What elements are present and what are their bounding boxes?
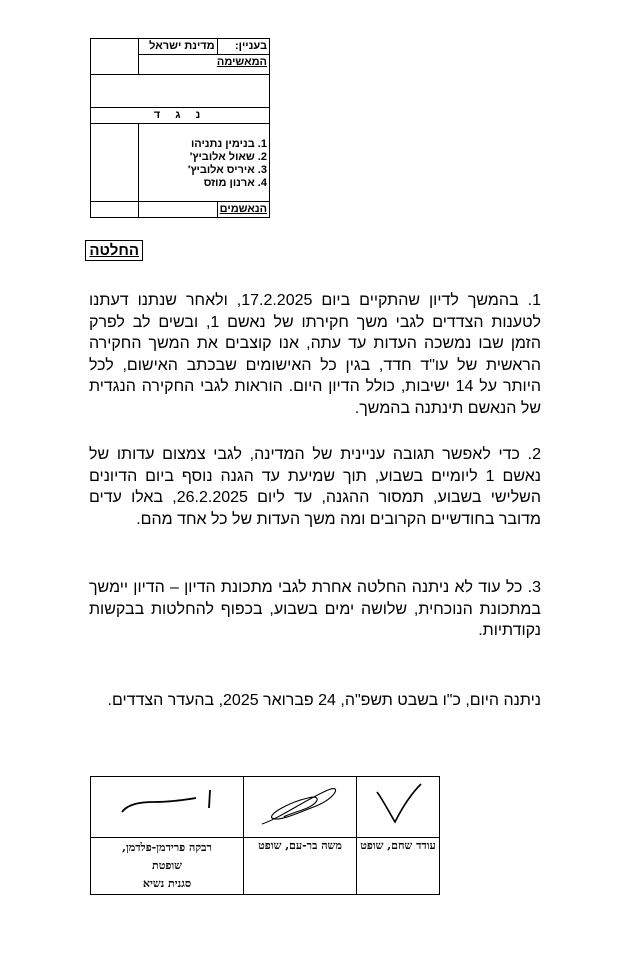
given-date-line: ניתנה היום, כ"ו בשבט תשפ"ה, 24 פברואר 2025, בהעדר הצדדים. bbox=[107, 692, 541, 709]
versus-label: נ ג ד bbox=[91, 108, 270, 124]
in-re-label: בעניין: bbox=[217, 39, 269, 55]
parties-empty-cell bbox=[91, 39, 139, 75]
defendant-1: 1. בנימין נתניהו bbox=[190, 138, 267, 150]
decision-paragraph-3: 3. כל עוד לא ניתנה החלטה אחרת לגבי מתכונת הדיון – הדיון יימשך במתכונת הנוכחית, שלושה ימים בשבוע, בכפוף להחלטות בבקשות נקודתיות. bbox=[89, 579, 541, 639]
plaintiff-role: המאשימה bbox=[139, 55, 270, 75]
decision-paragraph-2: 2. כדי לאפשר תגובה עניינית של המדינה, לגבי צמצום עדותו של נאשם 1 ליומיים בשבוע, תוך שמיעת עד הגנה נוסף ביום הדיונים השלישי בשבוע, תמסור ההגנה, עד ליום 26.2.2025, באלו עדים מדובר בחודשיים הקרובים ומה משך העדות של כל אחד מהם. bbox=[89, 446, 541, 528]
parties-table bbox=[90, 38, 270, 218]
signature-2-graphic bbox=[250, 778, 350, 834]
signature-3 bbox=[91, 777, 244, 838]
signatures-table bbox=[90, 776, 440, 895]
defendant-3: 3. איריס אלוביץ' bbox=[187, 164, 267, 176]
signature-3-graphic bbox=[92, 778, 242, 834]
defendants-role: הנאשמים bbox=[217, 202, 269, 218]
defendant-2: 2. שאול אלוביץ' bbox=[189, 151, 267, 163]
signature-2 bbox=[244, 777, 357, 838]
judge-3-name-line: רבקה פרידמן-פלדמן, bbox=[122, 841, 212, 854]
parties-blank-row bbox=[91, 75, 270, 108]
signature-1 bbox=[357, 777, 440, 838]
signature-1-graphic bbox=[363, 778, 433, 834]
judge-3-role-line: סגנית נשיא bbox=[142, 877, 192, 890]
decision-paragraph-1: 1. בהמשך לדיון שהתקיים ביום 17.2.2025, ולאחר שנתנו דעתנו לטענות הצדדים לגבי משך חקירתו של נאשם 1, ובשים לב לפרק הזמן שבו נמשכה העדות עד עתה, אנו קוצבים את המשך החקירה הראשית של עו"ד חדד, בגין כל האישומים שבכתב האישום, לכל היותר על 14 ישיבות, כולל הדיון היום. הוראות לגבי החקירה הנגדית של הנאשם תינתנה בהמשך. bbox=[89, 292, 542, 417]
plaintiff-name: מדינת ישראל bbox=[139, 39, 218, 55]
defendants-list bbox=[139, 124, 270, 202]
judge-3-title-line: שופטת bbox=[152, 859, 182, 872]
decision-title: החלטה bbox=[85, 240, 143, 261]
defendant-4: 4. ארנון מוזס bbox=[203, 177, 267, 189]
judge-2-name: משה בר-עם, שופט bbox=[244, 838, 357, 895]
defendants-role-empty-2 bbox=[91, 202, 139, 218]
judge-3-name bbox=[91, 838, 244, 895]
judge-1-name: עודד שחם, שופט bbox=[357, 838, 440, 895]
defendants-role-empty-1 bbox=[139, 202, 218, 218]
defendants-side-cell bbox=[91, 124, 139, 202]
